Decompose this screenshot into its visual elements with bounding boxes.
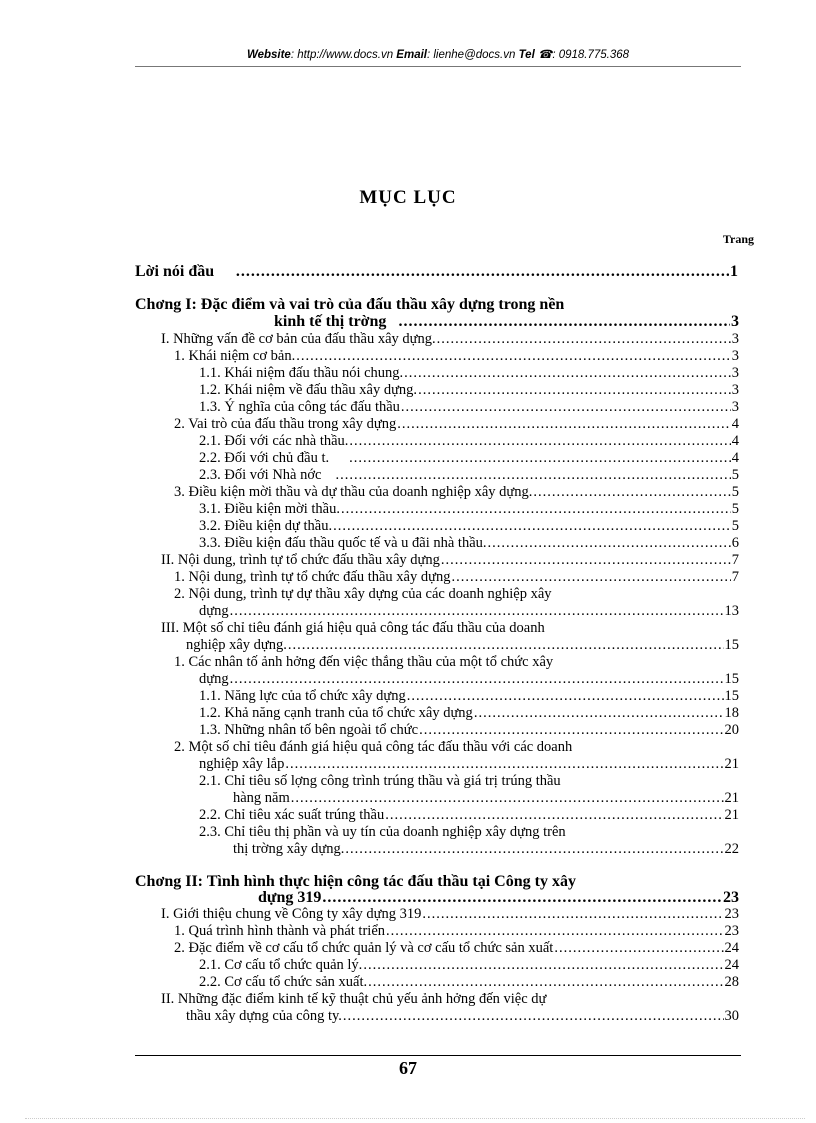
email-label: Email — [396, 49, 427, 61]
page-bottom-edge — [25, 1118, 805, 1119]
toc-page-number: 3 — [731, 382, 739, 398]
leader-dots — [343, 1008, 724, 1025]
toc-page-number: 15 — [724, 637, 739, 653]
leader-dots — [341, 501, 731, 518]
toc-entry-text: 1.2. Khả năng cạnh tranh của tổ chức xây dựng — [199, 705, 473, 721]
leader-dots — [368, 974, 723, 991]
toc-page-number: 5 — [731, 501, 739, 517]
page-header — [135, 47, 741, 61]
leader-dots — [554, 940, 723, 957]
website-label: Website — [246, 49, 291, 61]
toc-entry-text: 2.2. Đối với chủ đầu t. — [199, 450, 330, 466]
toc-entry-text: 3.2. Điều kiện dự thầu. — [199, 518, 333, 534]
toc-entry[interactable] — [199, 671, 739, 688]
leader-dots — [333, 518, 731, 535]
toc-entry[interactable] — [199, 382, 739, 399]
toc-entry[interactable] — [199, 501, 739, 518]
toc-entry[interactable] — [199, 722, 739, 739]
toc-page-number: 23 — [724, 906, 739, 922]
leader-dots — [398, 313, 730, 330]
toc-entry[interactable] — [199, 957, 739, 974]
toc-page-number: 1 — [730, 263, 738, 280]
leader-dots — [474, 705, 724, 722]
tel-value: : 0918.775.368 — [552, 49, 630, 61]
page-column-label: Trang — [722, 232, 754, 246]
toc-entry[interactable] — [174, 940, 739, 957]
toc-entry-text: 1. Khái niệm cơ bản. — [174, 348, 296, 364]
leader-dots — [322, 889, 722, 906]
toc-entry-text: 2.1. Cơ cấu tổ chức quản lý. — [199, 957, 363, 973]
leader-dots — [288, 637, 724, 654]
toc-page-number: 15 — [724, 671, 739, 687]
toc-page-number: 23 — [723, 889, 739, 906]
toc-page-number: 5 — [731, 467, 739, 483]
toc-page-number: 7 — [731, 552, 739, 568]
toc-entry[interactable] — [174, 484, 739, 501]
toc-entry-text: I. Những vấn đề cơ bản của đấu thầu xây dựng. — [161, 331, 436, 347]
toc-entry-text: nghiệp xây lắp — [199, 756, 285, 772]
leader-dots — [488, 535, 731, 552]
toc-entry[interactable] — [199, 688, 739, 705]
toc-entry[interactable] — [161, 906, 739, 923]
toc-entry-line1: 2.3. Chỉ tiêu thị phần và uy tín của doanh nghiệp xây dựng trên — [199, 824, 566, 840]
toc-entry-text: 1. Nội dung, trình tự tổ chức đấu thầu xây dựng — [174, 569, 451, 585]
leader-dots — [407, 688, 724, 705]
toc-page-number: 6 — [731, 535, 739, 551]
leader-dots — [386, 923, 723, 940]
leader-dots — [363, 957, 723, 974]
toc-entry[interactable] — [199, 535, 739, 552]
page-title: MỤC LỤC — [359, 187, 457, 208]
toc-entry-text: kinh tế thị trờng — [274, 313, 387, 330]
toc-entry-text: 1.2. Khái niệm về đấu thầu xây dựng. — [199, 382, 418, 398]
toc-page-number: 4 — [731, 433, 739, 449]
toc-entry[interactable] — [199, 399, 739, 416]
leader-dots — [385, 807, 723, 824]
toc-page-number: 21 — [724, 807, 739, 823]
leader-dots — [296, 348, 731, 365]
toc-page-number: 30 — [724, 1008, 739, 1024]
toc-chapter-2-title: Chơng II: Tình hình thực hiện công tác đấu thầu tại Công ty xây — [135, 873, 576, 890]
toc-entry-text: hàng năm — [233, 790, 290, 806]
toc-entry-text: 2. Đặc điểm về cơ cấu tổ chức quản lý và cơ cấu tổ chức sản xuất — [174, 940, 554, 956]
toc-entry-text: 2.3. Đối với Nhà nớc — [199, 467, 322, 483]
toc-page-number: 15 — [724, 688, 739, 704]
header-divider — [135, 66, 741, 67]
leader-dots — [419, 722, 723, 739]
toc-entry-text: dựng — [199, 671, 229, 687]
toc-page-number: 22 — [724, 841, 739, 857]
leader-dots — [451, 569, 730, 586]
toc-entry[interactable] — [233, 790, 739, 807]
toc-entry-line1: II. Những đặc điểm kinh tế kỹ thuật chủ yếu ảnh hởng đến việc dự — [161, 991, 547, 1007]
toc-entry-intro[interactable] — [135, 263, 738, 280]
toc-entry[interactable] — [199, 467, 739, 484]
toc-page-number: 4 — [731, 450, 739, 466]
toc-page-number: 18 — [724, 705, 739, 721]
leader-dots — [533, 484, 730, 501]
toc-entry-text: 1. Quá trình hình thành và phát triển — [174, 923, 386, 939]
leader-dots — [437, 331, 731, 348]
toc-entry[interactable] — [233, 841, 739, 858]
toc-entry-text: II. Nội dung, trình tự tổ chức đấu thầu xây dựng — [161, 552, 440, 568]
toc-entry-text: 2.2. Cơ cấu tổ chức sản xuất. — [199, 974, 368, 990]
toc-entry[interactable] — [174, 348, 739, 365]
toc-entry-chapter-1[interactable] — [274, 313, 739, 330]
toc-entry[interactable] — [199, 365, 739, 382]
toc-entry-text: 2.1. Đối với các nhà thầu. — [199, 433, 349, 449]
toc-entry[interactable] — [174, 569, 739, 586]
toc-page-number: 24 — [724, 957, 739, 973]
toc-entry[interactable] — [199, 756, 739, 773]
toc-entry[interactable] — [199, 518, 739, 535]
toc-entry-text: 1.1. Khái niệm đấu thầu nói chung. — [199, 365, 404, 381]
toc-page-number: 3 — [731, 313, 739, 330]
toc-entry-text: 1.3. Ý nghĩa của công tác đấu thầu — [199, 399, 400, 415]
toc-entry-text: thầu xây dựng của công ty. — [186, 1008, 342, 1024]
leader-dots — [236, 263, 729, 280]
toc-entry[interactable] — [174, 923, 739, 940]
toc-entry[interactable] — [199, 705, 739, 722]
toc-page-number: 5 — [731, 518, 739, 534]
toc-entry-line1: 1. Các nhân tố ảnh hởng đến việc thắng thầu của một tổ chức xây — [174, 654, 554, 670]
tel-label: Tel — [518, 49, 535, 61]
toc-entry-text: I. Giới thiệu chung về Công ty xây dựng 319 — [161, 906, 422, 922]
toc-entry-text: 3.1. Điều kiện mời thầu. — [199, 501, 340, 517]
toc-entry-text: dựng — [199, 603, 229, 619]
toc-page-number: 21 — [724, 756, 739, 772]
toc-entry[interactable] — [161, 552, 739, 569]
toc-entry[interactable] — [186, 637, 739, 654]
toc-page-number: 3 — [731, 365, 739, 381]
leader-dots — [349, 450, 731, 467]
toc-page-number: 5 — [731, 484, 739, 500]
toc-entry-chapter-2[interactable] — [258, 889, 739, 906]
toc-page-number: 20 — [724, 722, 739, 738]
toc-entry[interactable] — [199, 974, 739, 991]
toc-page-number: 7 — [731, 569, 739, 585]
toc-entry[interactable] — [199, 807, 739, 824]
toc-page-number: 28 — [724, 974, 739, 990]
toc-entry[interactable] — [174, 416, 739, 433]
toc-entry-text: dựng 319 — [258, 889, 322, 906]
toc-entry-text: Lời nói đầu — [135, 263, 215, 280]
website-value: : http://www.docs.vn — [290, 49, 394, 61]
leader-dots — [418, 382, 731, 399]
toc-page-number: 4 — [731, 416, 739, 432]
toc-entry[interactable] — [199, 450, 739, 467]
toc-entry[interactable] — [161, 331, 739, 348]
leader-dots — [230, 671, 724, 688]
leader-dots — [441, 552, 731, 569]
toc-entry-text: 1.3. Những nhân tố bên ngoài tổ chức — [199, 722, 419, 738]
toc-entry-text: 3.3. Điều kiện đấu thầu quốc tế và u đãi nhà thầu. — [199, 535, 487, 551]
toc-entry-text: 2. Vai trò của đấu thầu trong xây dựng — [174, 416, 397, 432]
footer-divider — [135, 1055, 741, 1056]
leader-dots — [422, 906, 723, 923]
toc-entry-text: 1.1. Năng lực của tổ chức xây dựng — [199, 688, 406, 704]
toc-entry[interactable] — [199, 433, 739, 450]
toc-page-number: 21 — [724, 790, 739, 806]
toc-page-number: 13 — [724, 603, 739, 619]
toc-entry[interactable] — [186, 1008, 739, 1025]
leader-dots — [335, 467, 730, 484]
toc-page-number: 24 — [724, 940, 739, 956]
leader-dots — [397, 416, 731, 433]
toc-entry-text: thị trờng xây dựng. — [233, 841, 345, 857]
leader-dots — [401, 399, 731, 416]
leader-dots — [291, 790, 724, 807]
toc-chapter-1-title: Chơng I: Đặc điểm và vai trò của đấu thầu xây dựng trong nền — [135, 296, 565, 313]
leader-dots — [285, 756, 723, 773]
toc-entry-text: 3. Điều kiện mời thầu và dự thầu của doanh nghiệp xây dựng. — [174, 484, 533, 500]
toc-entry-line1: 2. Nội dung, trình tự dự thầu xây dựng của các doanh nghiệp xây — [174, 586, 552, 602]
phone-icon: ☎ — [537, 49, 553, 61]
toc-entry-text: nghiệp xây dựng. — [186, 637, 287, 653]
leader-dots — [230, 603, 724, 620]
toc-entry-line1: 2. Một số chỉ tiêu đánh giá hiệu quả công tác đấu thầu với các doanh — [174, 739, 573, 755]
toc-page-number: 3 — [731, 399, 739, 415]
toc-entry-line1: 2.1. Chỉ tiêu số lợng công trình trúng thầu và giá trị trúng thầu — [199, 773, 561, 789]
leader-dots — [349, 433, 730, 450]
leader-dots — [345, 841, 723, 858]
toc-page-number: 3 — [731, 331, 739, 347]
toc-entry[interactable] — [199, 603, 739, 620]
toc-entry-text: 2.2. Chỉ tiêu xác suất trúng thầu — [199, 807, 385, 823]
email-value: : lienhe@docs.vn — [426, 49, 516, 61]
toc-page-number: 23 — [724, 923, 739, 939]
toc-page-number: 3 — [731, 348, 739, 364]
toc-entry-line1: III. Một số chỉ tiêu đánh giá hiệu quả công tác đấu thầu của doanh — [161, 620, 545, 636]
leader-dots — [404, 365, 731, 382]
page-number: 67 — [399, 1058, 417, 1078]
